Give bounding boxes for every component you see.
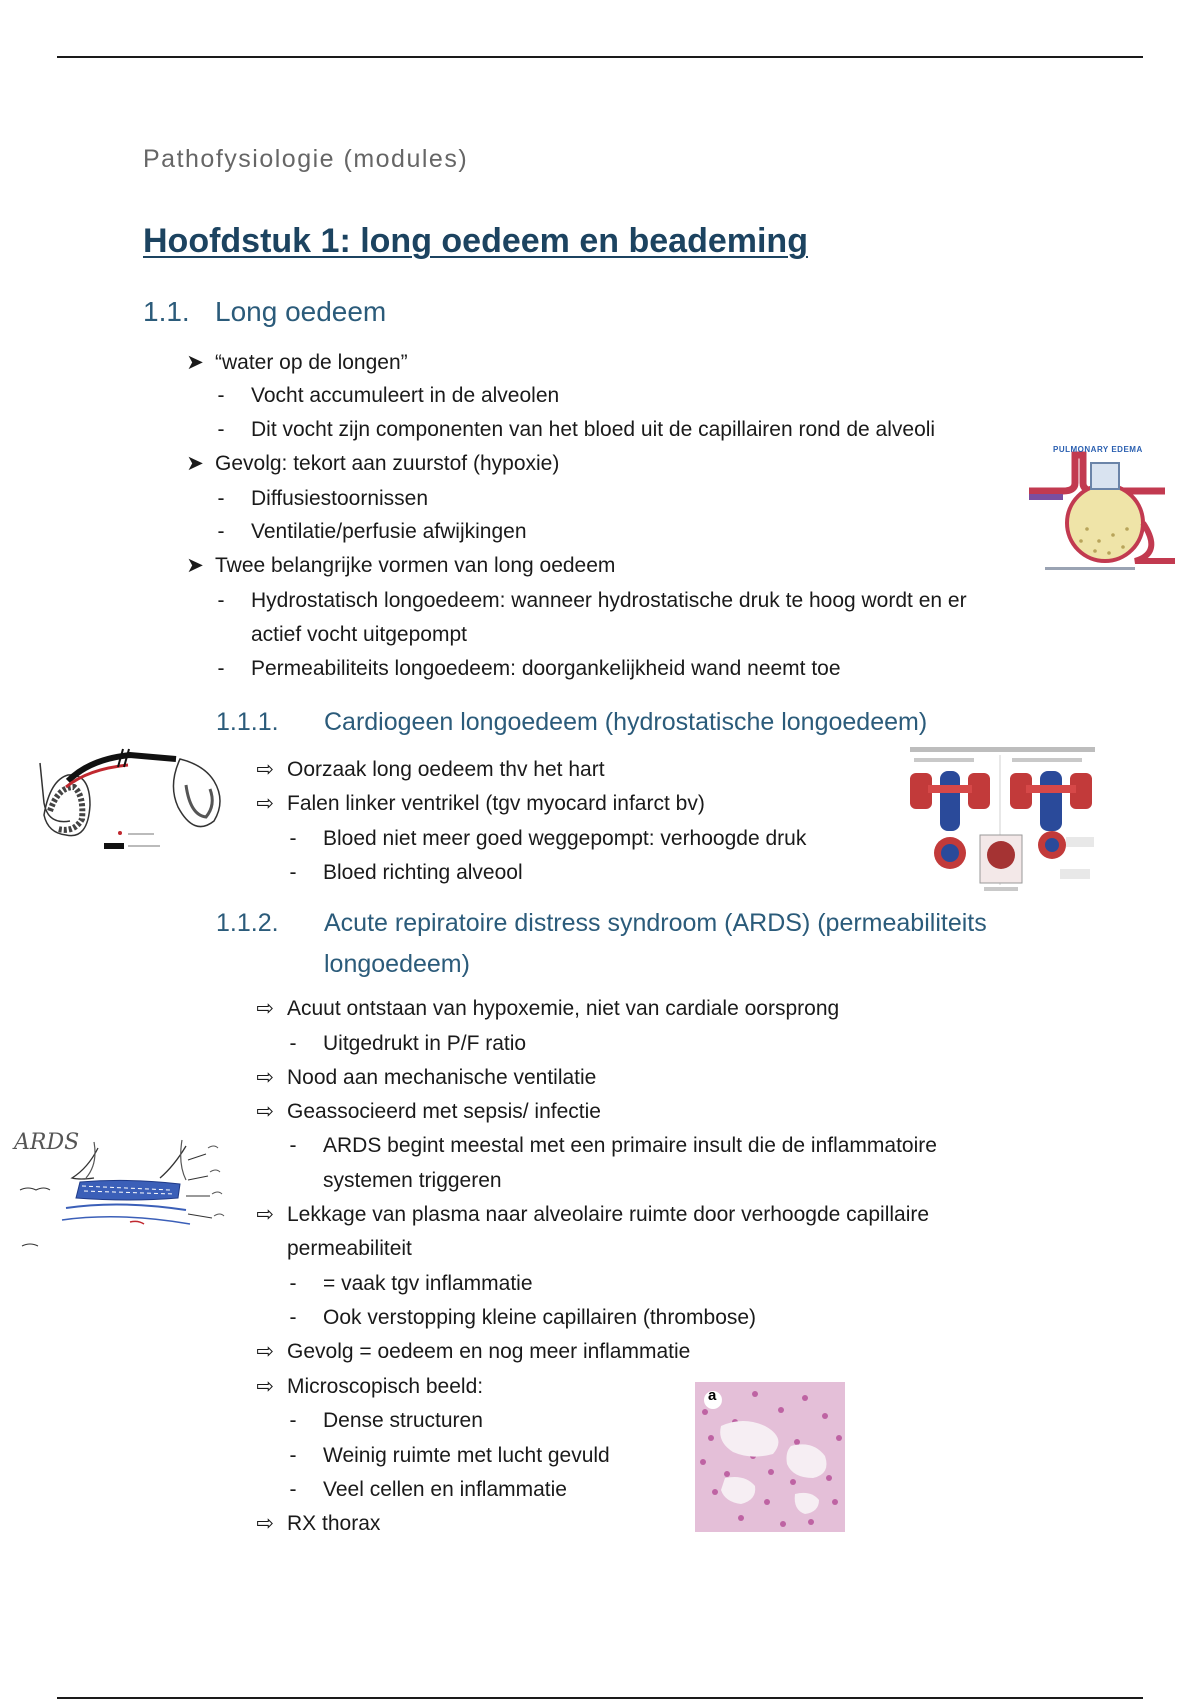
pulmonary-edema-figure — [1025, 443, 1175, 578]
list-item: ⇨ RX thorax — [250, 1507, 380, 1541]
list-item-continuation: systemen triggeren — [323, 1169, 502, 1192]
open-arrow-bullet-icon: ⇨ — [256, 1340, 274, 1363]
dash-bullet: - — [289, 1032, 297, 1055]
dash-bullet: - — [289, 827, 297, 850]
dash-bullet: - — [289, 1444, 297, 1467]
list-item: - Dit vocht zijn componenten van het bloed uit de capillairen rond de alveoli — [214, 413, 935, 447]
list-item: ⇨ Falen linker ventrikel (tgv myocard infarct bv) — [250, 787, 705, 821]
section-title-line-2: longoedeem) — [324, 950, 470, 978]
section-number: 1.1.1. — [216, 708, 279, 736]
list-item: ➤ Twee belangrijke vormen van long oedeem — [180, 549, 615, 583]
list-item: - Hydrostatisch longoedeem: wanneer hydrostatische druk te hoog wordt en er — [214, 584, 967, 618]
list-item: - ARDS begint meestal met een primaire insult die de inflammatoire — [286, 1129, 937, 1163]
dash-bullet: - — [289, 1478, 297, 1501]
list-item: - Veel cellen en inflammatie — [286, 1473, 567, 1507]
dash-bullet: - — [217, 384, 225, 407]
list-item: - Ook verstopping kleine capillairen (thrombose) — [286, 1301, 756, 1335]
heart-anatomy-comparison-figure — [900, 745, 1105, 905]
open-arrow-bullet-icon: ⇨ — [256, 1512, 274, 1535]
list-item-continuation: actief vocht uitgepompt — [251, 623, 467, 646]
sketch-label: ARDS — [14, 1130, 80, 1155]
section-number: 1.1.2. — [216, 909, 279, 937]
dash-bullet: - — [217, 520, 225, 543]
open-arrow-bullet-icon: ⇨ — [256, 1203, 274, 1226]
list-item: ⇨ Lekkage van plasma naar alveolaire ruimte door verhoogde capillaire — [250, 1198, 929, 1232]
course-subject: Pathofysiologie (modules) — [143, 145, 469, 173]
list-item: ⇨ Oorzaak long oedeem thv het hart — [250, 753, 605, 787]
list-item: - Ventilatie/perfusie afwijkingen — [214, 515, 527, 549]
chapter-title: Hoofdstuk 1: long oedeem en beademing — [143, 222, 808, 260]
figure-panel-label: a — [708, 1387, 717, 1404]
list-item: ⇨ Microscopisch beeld: — [250, 1370, 483, 1404]
histology-micrograph — [695, 1382, 845, 1532]
open-arrow-bullet-icon: ⇨ — [256, 758, 274, 781]
list-item-continuation: permeabiliteit — [287, 1237, 412, 1260]
top-rule — [57, 56, 1143, 58]
list-item: - = vaak tgv inflammatie — [286, 1267, 533, 1301]
section-title-line-1: Acute repiratoire distress syndroom (ARDS) (permeabiliteits — [324, 909, 987, 937]
arrowhead-bullet-icon: ➤ — [186, 452, 204, 475]
dash-bullet: - — [217, 487, 225, 510]
section-heading-1-1-1 — [216, 702, 927, 743]
section-number: 1.1. — [143, 296, 190, 327]
list-item: - Permeabiliteits longoedeem: doorgankelijkheid wand neemt toe — [214, 652, 841, 686]
list-item: ⇨ Geassocieerd met sepsis/ infectie — [250, 1095, 601, 1129]
section-title: Cardiogeen longoedeem (hydrostatische longoedeem) — [324, 708, 928, 736]
list-item: - Bloed niet meer goed weggepompt: verhoogde druk — [286, 822, 806, 856]
figure-caption: PULMONARY EDEMA — [1053, 445, 1143, 454]
open-arrow-bullet-icon: ⇨ — [256, 1100, 274, 1123]
dash-bullet: - — [217, 657, 225, 680]
bottom-rule — [57, 1697, 1143, 1699]
arrowhead-bullet-icon: ➤ — [186, 554, 204, 577]
dash-bullet: - — [289, 1409, 297, 1432]
list-item: ➤ Gevolg: tekort aan zuurstof (hypoxie) — [180, 447, 559, 481]
heart-circulation-sketch — [30, 745, 230, 875]
section-title: Long oedeem — [215, 296, 387, 327]
open-arrow-bullet-icon: ⇨ — [256, 1375, 274, 1398]
dash-bullet: - — [217, 589, 225, 612]
list-item: - Dense structuren — [286, 1404, 483, 1438]
dash-bullet: - — [289, 1272, 297, 1295]
list-item: ⇨ Nood aan mechanische ventilatie — [250, 1061, 596, 1095]
dash-bullet: - — [289, 1306, 297, 1329]
dash-bullet: - — [289, 1134, 297, 1157]
open-arrow-bullet-icon: ⇨ — [256, 1066, 274, 1089]
open-arrow-bullet-icon: ⇨ — [256, 792, 274, 815]
list-item: ⇨ Gevolg = oedeem en nog meer inflammatie — [250, 1335, 690, 1369]
list-item: - Diffusiestoornissen — [214, 482, 428, 516]
arrowhead-bullet-icon: ➤ — [186, 351, 204, 374]
list-item: - Vocht accumuleert in de alveolen — [214, 379, 559, 413]
list-item: - Weinig ruimte met lucht gevuld — [286, 1439, 610, 1473]
list-item: ⇨ Acuut ontstaan van hypoxemie, niet van cardiale oorsprong — [250, 992, 839, 1026]
section-heading-1-1-2 — [216, 903, 987, 985]
list-item: - Uitgedrukt in P/F ratio — [286, 1027, 526, 1061]
list-item: ➤ “water op de longen” — [180, 346, 408, 380]
dash-bullet: - — [217, 418, 225, 441]
section-heading-1-1 — [143, 296, 386, 328]
list-item: - Bloed richting alveool — [286, 856, 523, 890]
dash-bullet: - — [289, 861, 297, 884]
open-arrow-bullet-icon: ⇨ — [256, 997, 274, 1020]
ards-hand-sketch — [10, 1128, 230, 1263]
